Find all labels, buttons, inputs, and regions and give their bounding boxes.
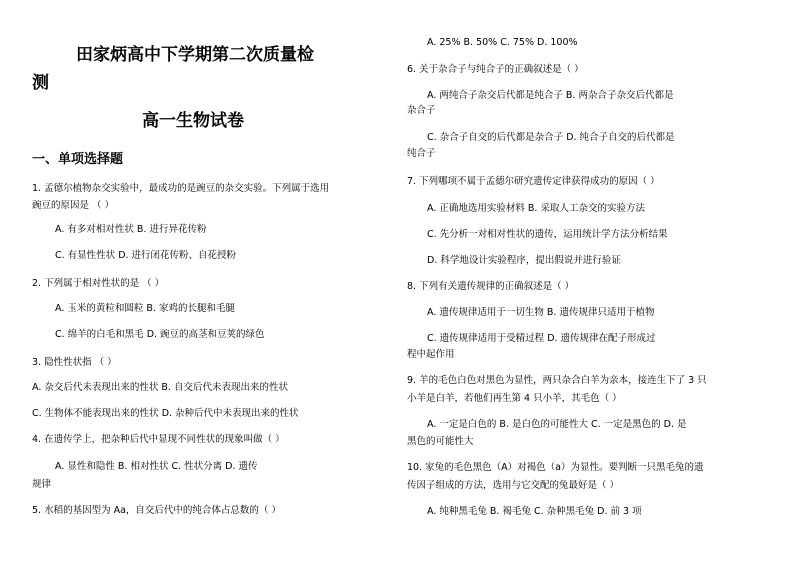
q2-options-row1: A. 玉米的黄粒和圆粒 B. 家鸡的长腿和毛腿 <box>55 303 235 314</box>
right-column <box>397 0 794 561</box>
q1-text-line1: 1. 孟德尔植物杂交实验中，最成功的是豌豆的杂交实验。下列属于选用 <box>32 183 330 194</box>
exam-title-line2: 测 <box>32 73 49 93</box>
q10-text-line2: 传因子组成的方法，选用与它交配的兔最好是（ ） <box>407 480 620 491</box>
q9-text-line1: 9. 羊的毛色白色对黑色为显性，两只杂合白羊为亲本，接连生下了 3 只 <box>407 375 707 386</box>
q4-text: 4. 在遗传学上，把杂种后代中显现不同性状的现象叫做（ ） <box>32 434 285 445</box>
q7-options-row1: A. 正确地选用实验材料 B. 采取人工杂交的实验方法 <box>427 203 645 214</box>
q1-options-row2: C. 有显性性状 D. 进行闭花传粉、自花授粉 <box>55 250 237 261</box>
q10-text-line1: 10. 家兔的毛色黑色（A）对褐色（a）为显性。要判断一只黑毛兔的遗 <box>407 462 704 473</box>
section-heading: 一、单项选择题 <box>32 152 124 167</box>
q4-options-row1: A. 显性和隐性 B. 相对性状 C. 性状分离 D. 遗传 <box>55 461 258 472</box>
q8-text: 8. 下列有关遗传规律的正确叙述是（ ） <box>407 281 575 292</box>
q5-options: A. 25% B. 50% C. 75% D. 100% <box>427 37 578 48</box>
q3-text: 3. 隐性性状指 （ ） <box>32 357 117 368</box>
q6-options-row2: C. 杂合子自交的后代都是杂合子 D. 纯合子自交的后代都是 <box>427 132 675 143</box>
q4-options-row2: 规律 <box>32 479 52 490</box>
q1-text-line2: 豌豆的原因是 （ ） <box>32 200 115 211</box>
q10-options: A. 纯种黑毛兔 B. 褐毛兔 C. 杂种黑毛兔 D. 前 3 项 <box>427 506 642 517</box>
q2-options-row2: C. 绵羊的白毛和黑毛 D. 豌豆的高茎和豆荚的绿色 <box>55 329 265 340</box>
q6-text: 6. 关于杂合子与纯合子的正确叙述是（ ） <box>407 64 584 75</box>
q9-text-line2: 小羊是白羊，若他们再生第 4 只小羊，其毛色（ ） <box>407 393 622 404</box>
q9-options-row1: A. 一定是白色的 B. 是白色的可能性大 C. 一定是黑色的 D. 是 <box>427 419 687 430</box>
q7-options-row2: C. 先分析一对相对性状的遗传，运用统计学方法分析结果 <box>427 229 668 240</box>
q2-text: 2. 下列属于相对性状的是 （ ） <box>32 278 165 289</box>
q8-options-row2: C. 遗传规律适用于受精过程 D. 遗传规律在配子形成过 <box>427 333 656 344</box>
q7-options-row3: D. 科学地设计实验程序，提出假说并进行验证 <box>427 255 621 266</box>
q3-options-row2: C. 生物体不能表现出来的性状 D. 杂种后代中未表现出来的性状 <box>32 408 299 419</box>
q9-options-row2: 黑色的可能性大 <box>407 436 474 447</box>
q6-options-row1-cont: 杂合子 <box>407 105 436 116</box>
q5-text: 5. 水稻的基因型为 Aa，自交后代中的纯合体占总数的（ ） <box>32 505 281 516</box>
q6-options-row1: A. 两纯合子杂交后代都是纯合子 B. 两杂合子杂交后代都是 <box>427 90 674 101</box>
exam-title-line1: 田家炳高中下学期第二次质量检 <box>76 45 314 65</box>
q8-options-row2-cont: 程中起作用 <box>407 349 455 360</box>
q3-options-row1: A. 杂交后代未表现出来的性状 B. 自交后代未表现出来的性状 <box>32 382 288 393</box>
q8-options-row1: A. 遗传规律适用于一切生物 B. 遗传规律只适用于植物 <box>427 307 655 318</box>
q6-options-row2-cont: 纯合子 <box>407 148 436 159</box>
q7-text: 7. 下列哪项不属于孟德尔研究遗传定律获得成功的原因（ ） <box>407 176 660 187</box>
q1-options-row1: A. 有多对相对性状 B. 进行异花传粉 <box>55 224 207 235</box>
exam-subtitle: 高一生物试卷 <box>142 111 244 131</box>
